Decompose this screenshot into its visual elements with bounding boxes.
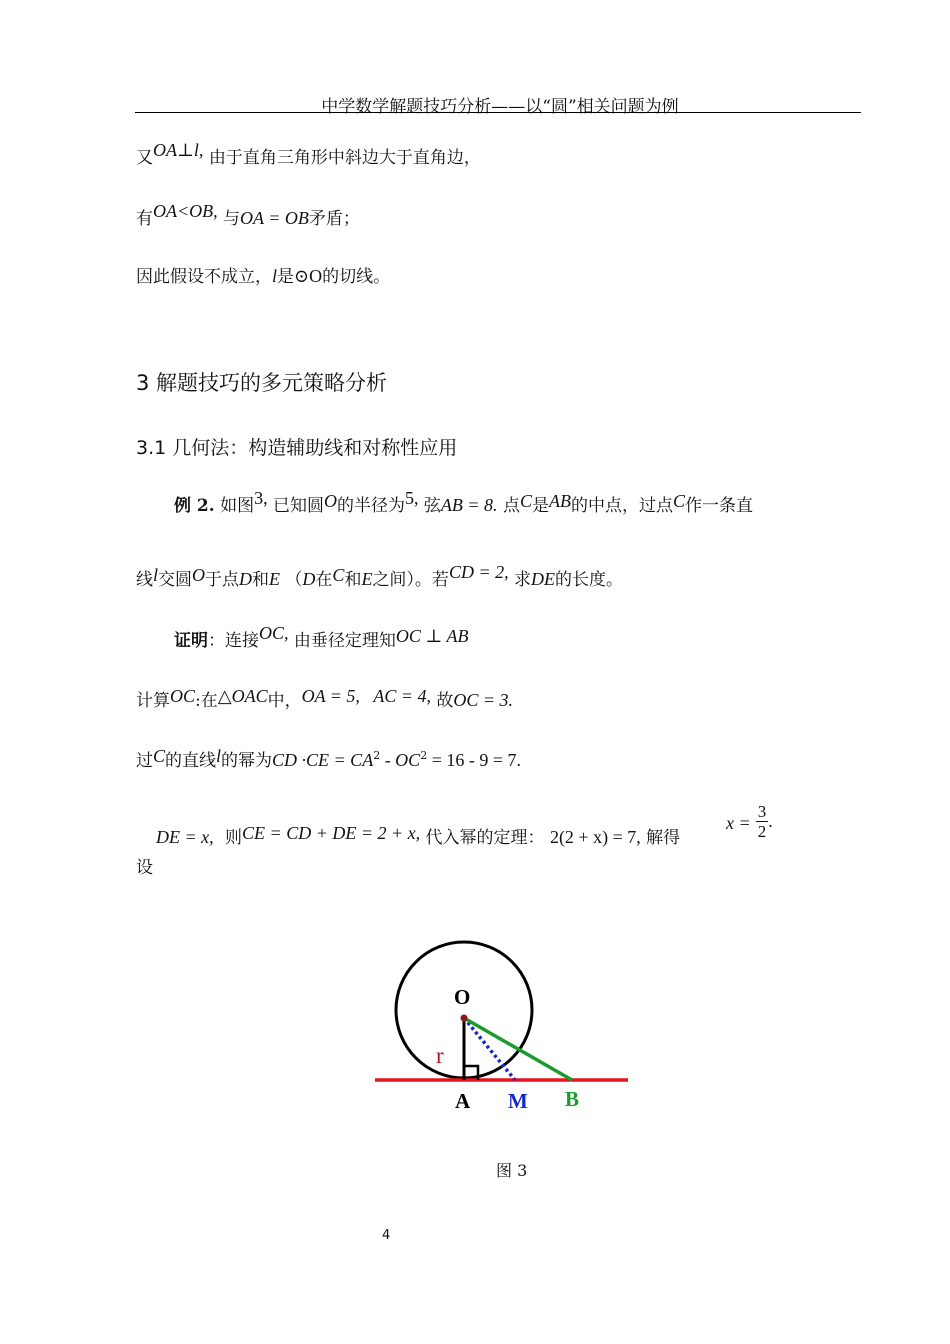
math-fig-number: 3, <box>254 488 268 508</box>
text: （ <box>285 570 303 590</box>
subsection-heading: 3.1 几何法：构造辅助线和对称性应用 <box>136 437 458 459</box>
text: 的直线 <box>165 751 217 771</box>
math-oa-5: OA = 5, <box>301 686 360 706</box>
label-m: M <box>508 1089 528 1113</box>
text: 则 <box>225 828 243 848</box>
text: 和 <box>344 570 362 590</box>
proof-line-4 <box>156 823 680 848</box>
math-de-x: DE = x, <box>156 827 214 847</box>
label-a: A <box>455 1089 471 1113</box>
math-oa-perp-l: OA⊥l, <box>153 140 204 160</box>
segment-om <box>464 1018 515 1080</box>
math-l: l <box>272 266 278 286</box>
paragraph-line-3 <box>136 262 390 287</box>
text: 和 <box>252 570 270 590</box>
text: 如图 <box>220 496 255 516</box>
text: 于点 <box>205 570 240 590</box>
proof-line-3 <box>136 746 521 771</box>
math-l: l <box>216 746 222 766</box>
text-yu: 与 <box>223 209 241 229</box>
paragraph-line-2 <box>136 201 360 229</box>
math-c: C <box>153 746 166 766</box>
text: 由垂径定理知 <box>293 631 396 651</box>
math-power: CD ·CE = CA <box>272 750 374 770</box>
text-she: 设 <box>136 858 153 878</box>
math-exponent: 2 <box>373 749 381 762</box>
text: 的长度。 <box>555 570 623 590</box>
math-power-result: = 16 - 9 = 7. <box>427 750 521 770</box>
text: 作一条直 <box>684 496 753 516</box>
text: 代入幂的定理： <box>425 828 545 848</box>
page-number: 4 <box>382 1228 391 1243</box>
figure-caption: 图 3 <box>496 1161 528 1180</box>
text: 的中点，过点 <box>570 496 673 516</box>
example-line-1 <box>174 488 753 516</box>
math-cd: CD = 2, <box>448 562 509 582</box>
label-o: O <box>454 985 471 1009</box>
math-oc: OC <box>170 686 196 706</box>
fraction-three-halves <box>756 802 769 841</box>
math-d: D <box>302 569 316 589</box>
math-circle-o: ⊙O <box>294 266 323 286</box>
math-l: l <box>153 565 159 585</box>
text: 解得 <box>646 828 681 848</box>
text: 线 <box>136 570 153 590</box>
label-r: r <box>436 1043 444 1068</box>
section-heading: 3 解题技巧的多元策略分析 <box>136 371 388 395</box>
proof-line-2 <box>136 686 513 711</box>
text-contradiction: 矛盾； <box>308 209 360 229</box>
math-e: E <box>269 569 281 589</box>
text: 交圆 <box>158 570 193 590</box>
text: 中， <box>267 691 302 711</box>
text: 弦 <box>423 496 441 516</box>
text: 求 <box>514 570 531 590</box>
text: 在 <box>315 570 333 590</box>
figure-3-diagram <box>360 930 640 1120</box>
math-x-eq: x = <box>726 813 751 833</box>
math-o: O <box>192 565 206 585</box>
example-line-2 <box>136 562 623 590</box>
text: 故 <box>436 691 454 711</box>
text-hypotenuse: 由于直角三角形中斜边大于直角边， <box>208 148 481 168</box>
math-oc-3: OC = 3. <box>453 690 514 710</box>
text: :在 <box>195 691 218 711</box>
math-ac-4: AC = 4, <box>373 686 431 706</box>
math-radius: 5, <box>404 488 419 508</box>
math-o: O <box>323 491 337 511</box>
text-you: 又 <box>136 148 153 168</box>
center-point <box>461 1015 468 1022</box>
math-equation: 2(2 + x) = 7, <box>549 827 641 847</box>
math-ab: AB <box>548 491 571 511</box>
running-header: 中学数学解题技巧分析——以“圆”相关问题为例 <box>321 97 679 117</box>
text: 过 <box>136 751 153 771</box>
text: 已知圆 <box>272 496 324 516</box>
math-triangle-oac: △OAC <box>217 686 268 706</box>
text-shi: 是 <box>277 267 295 287</box>
math-ce: CE = CD + DE = 2 + x, <box>242 823 421 843</box>
math-oc: OC, <box>259 623 289 643</box>
header-rule <box>135 112 861 113</box>
math-chord: AB = 8. <box>440 495 498 515</box>
paragraph-line-1 <box>136 140 481 168</box>
fraction-numerator: 3 <box>757 802 767 821</box>
text: 的幂为 <box>221 751 273 771</box>
math-c: C <box>519 491 532 511</box>
math-oa-lt-ob: OA<OB, <box>153 201 218 221</box>
math-de: DE <box>531 569 555 589</box>
text: 的半径为 <box>336 496 405 516</box>
fraction-denominator: 2 <box>757 822 767 841</box>
proof-line-1 <box>174 623 469 651</box>
proof-label: 证明 <box>174 631 208 651</box>
text-you2: 有 <box>136 209 153 229</box>
math-oc-perp-ab: OC ⊥ AB <box>395 626 469 646</box>
text: 点 <box>502 496 520 516</box>
label-b: B <box>565 1087 580 1111</box>
example-label: 例 2. <box>174 496 215 516</box>
text-tangent: 的切线。 <box>322 267 391 287</box>
math-minus-oc: - OC <box>380 750 421 770</box>
segment-ob <box>464 1018 572 1080</box>
math-d: D <box>239 569 253 589</box>
math-c: C <box>332 565 345 585</box>
math-c: C <box>672 491 685 511</box>
text: 计算 <box>136 691 170 711</box>
math-exponent: 2 <box>420 749 428 762</box>
math-e: E <box>361 569 373 589</box>
text: 之间）。若 <box>372 570 449 590</box>
text: 是 <box>531 496 549 516</box>
text-therefore: 因此假设不成立， <box>136 267 272 287</box>
math-oa-eq-ob: OA = OB <box>240 208 309 228</box>
text: ：连接 <box>208 631 259 651</box>
math-period: . <box>768 811 773 831</box>
solution-fraction <box>726 802 773 841</box>
